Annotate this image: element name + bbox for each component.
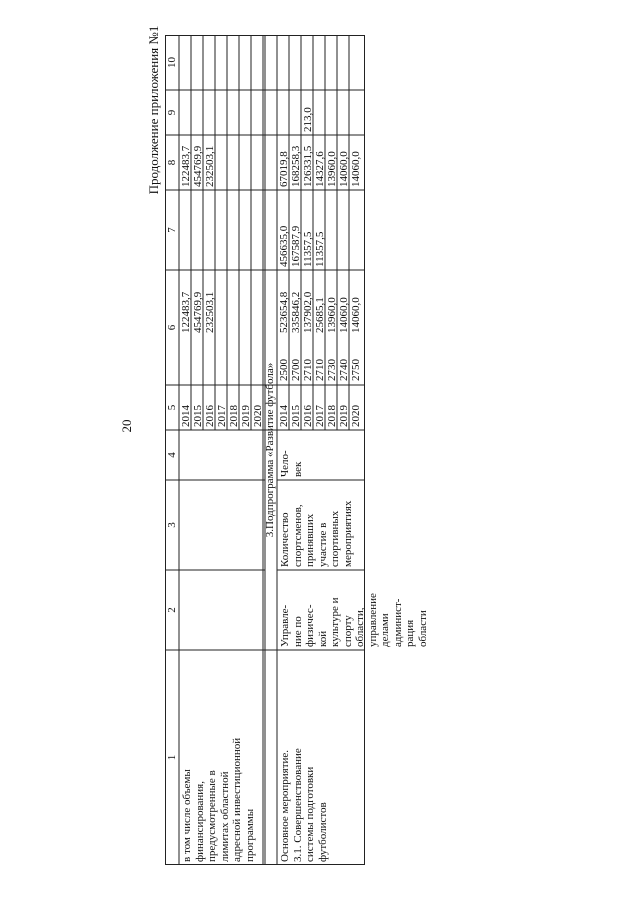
col-header-5: 5	[166, 404, 178, 411]
block1-col6-value: 232503,1	[204, 291, 216, 333]
caption: Продолжение приложения №1	[146, 25, 161, 195]
block2-col6-value: 14060,0	[338, 297, 350, 333]
block2-col8-value: 14060,0	[338, 151, 350, 187]
block2-col8-value: 168258,3	[290, 145, 302, 187]
block2-col8-value: 126331,5	[302, 145, 314, 187]
data-table	[165, 35, 429, 865]
block2-col5-value: 2730	[326, 359, 338, 381]
block2-col6-value: 335846,2	[290, 291, 302, 333]
block1-col6-value: 122483,7	[180, 291, 192, 333]
block2-col5-value: 2750	[350, 359, 362, 381]
block2-col5-value: 2740	[338, 359, 350, 381]
block2-year: 2019	[338, 405, 350, 427]
block1-year: 2014	[180, 405, 192, 427]
block2-col5-value: 2710	[302, 359, 314, 381]
col-header-9: 9	[166, 109, 178, 116]
block1-col8-value: 454769,9	[192, 145, 204, 187]
block2-year: 2017	[314, 405, 326, 427]
block2-year: 2015	[290, 405, 302, 427]
block2-col9-value: 213,0	[302, 107, 314, 132]
block2-col6-value: 523654,8	[278, 291, 290, 333]
col-header-8: 8	[166, 159, 178, 166]
block1-year: 2020	[252, 405, 264, 427]
block1-year: 2016	[204, 405, 216, 427]
block1-col8-value: 232503,1	[204, 145, 216, 187]
block1-year: 2015	[192, 405, 204, 427]
block2-col7-value: 11357,5	[314, 231, 326, 267]
block1-year: 2019	[240, 405, 252, 427]
block2-year: 2016	[302, 405, 314, 427]
block2-year: 2020	[350, 405, 362, 427]
block2-col6-value: 137902,0	[302, 291, 314, 333]
subprogram-title: 3.Подпрограмма «Развитие футбола»	[264, 362, 276, 538]
block2-year: 2018	[326, 405, 338, 427]
col-header-10: 10	[166, 57, 178, 68]
block2-col7-value: 456635,0	[278, 225, 290, 267]
block2-col6-value: 14060,0	[350, 297, 362, 333]
block2-col8-value: 67019,8	[278, 151, 290, 187]
block1-year: 2018	[228, 405, 240, 427]
col-header-1: 1	[166, 754, 178, 761]
block2-col8-value: 14327,6	[314, 151, 326, 187]
block1-year: 2017	[216, 405, 228, 427]
col-header-3: 3	[166, 522, 178, 528]
block2-col5-value: 2700	[290, 359, 302, 381]
block2-col7-value: 167587,9	[290, 225, 302, 267]
col-header-7: 7	[166, 227, 178, 233]
block1-col6-value: 454769,9	[192, 291, 204, 333]
col-header-4: 4	[166, 452, 178, 458]
block1-col8-value: 122483,7	[180, 145, 192, 187]
block2-col7-value: 11357,5	[302, 231, 314, 267]
block2-year: 2014	[278, 405, 290, 427]
block1-description: в том числе объемы финансирования, предусмотренные в лимитах областной адресной инвестиционной программы	[181, 737, 256, 862]
block2-col8-value: 13960,0	[326, 151, 338, 187]
block2-description: Основное мероприятие. 3.1. Совершенствование системы подготовки футболистов	[279, 748, 329, 862]
block2-col5-value: 2710	[314, 359, 326, 381]
block2-indicator: Количество спортсменов, принявших участие в спортивных мероприятиях	[279, 500, 354, 567]
block2-col8-value: 14060,0	[350, 151, 362, 187]
col-header-2: 2	[166, 607, 178, 613]
block2-col5-value: 2500	[278, 359, 290, 381]
block2-unit: Чело- век	[279, 450, 304, 477]
page-number: 20	[119, 419, 134, 433]
col-header-6: 6	[166, 324, 178, 331]
block2-col6-value: 13960,0	[326, 297, 338, 333]
block2-executor: Управле- ние по физичес- кой культуре и спорту области, управление делами админист- рация области	[279, 593, 429, 647]
block2-col6-value: 25685,1	[314, 297, 326, 333]
